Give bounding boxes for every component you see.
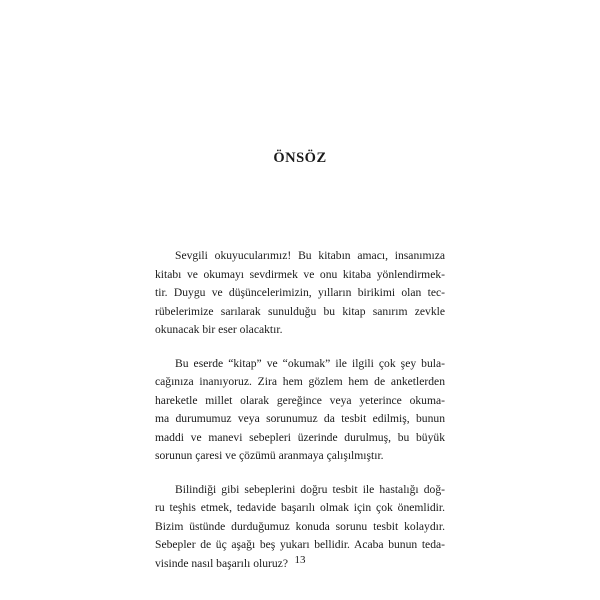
text-line: okunacak bir eser olacaktır.	[155, 323, 283, 336]
page-number: 13	[294, 554, 306, 566]
text-line: sorunun çaresi ve çözümü aranmaya çalışılmıştır.	[155, 449, 384, 462]
text-line: Bu eserde “kitap” ve “okumak” ile ilgili çok şey bula-	[175, 356, 445, 370]
page-title: ÖNSÖZ	[273, 150, 327, 166]
body-text	[155, 247, 445, 588]
paragraph-1	[155, 247, 445, 340]
text-line: ma durumumuz veya sorunumuz da tesbit edilmiş, bunun	[155, 412, 445, 425]
text-line: maddi ve manevi sebepleri üzerinde durulmuş, bu büyük	[155, 430, 445, 444]
text-line: visinde nasıl başarılı oluruz?	[155, 556, 288, 570]
text-line: rübelerimize sarılarak sunulduğu bu kitap sanırım zevkle	[155, 304, 445, 318]
text-line: tir. Duygu ve düşüncelerimizin, yılların birikimi olan tec-	[155, 286, 445, 299]
text-line: kitabı ve okumayı sevdirmek ve onu kitaba yönlendirmek-	[155, 267, 445, 281]
text-line: Bilindiği gibi sebeplerini doğru tesbit ile hastalığı doğ-	[175, 482, 445, 496]
text-line: Bizim üstünde durduğumuz konuda sorunu tesbit kolaydır.	[155, 519, 445, 533]
text-line: Sevgili okuyucularımız! Bu kitabın amacı, insanımıza	[175, 249, 445, 262]
text-line: Sebepler de üç aşağı beş yukarı bellidir. Acaba bunun teda-	[155, 538, 445, 551]
text-line: cağınıza inanıyoruz. Zira hem gözlem hem de anketlerden	[155, 375, 445, 388]
paragraph-2	[155, 355, 445, 466]
text-line: ru teşhis etmek, tedavide başarılı olmak için çok önemlidir.	[155, 501, 445, 514]
text-line: hareketle millet olarak gereğince veya yeterince okuma-	[155, 393, 445, 407]
